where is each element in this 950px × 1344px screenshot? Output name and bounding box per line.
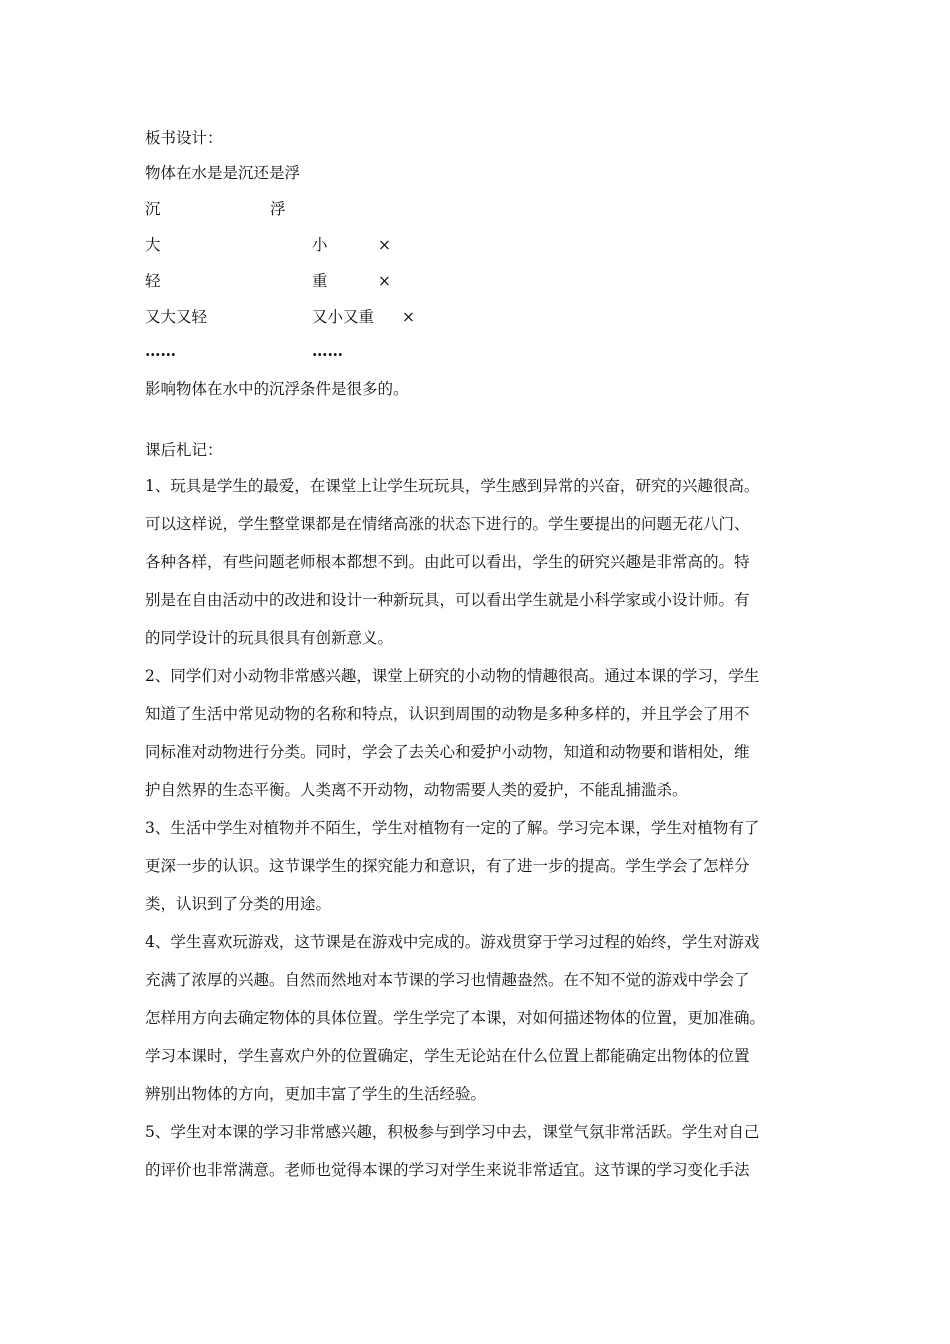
table-cell-left: 大 xyxy=(145,236,161,254)
notes-line: 可以这样说，学生整堂课都是在情绪高涨的状态下进行的。学生要提出的问题无花八门、 xyxy=(145,515,750,533)
notes-line: 护自然界的生态平衡。人类离不开动物，动物需要人类的爱护，不能乱捕滥杀。 xyxy=(145,781,688,799)
board-design-title: 物体在水是是沉还是浮 xyxy=(145,164,301,182)
board-design-conclusion: 影响物体在水中的沉浮条件是很多的。 xyxy=(145,380,409,398)
notes-line: 2、同学们对小动物非常感兴趣，课堂上研究的小动物的情趣很高。通过本课的学习，学生 xyxy=(145,667,760,685)
table-cell-right: 重 xyxy=(312,272,328,290)
board-design-heading: 板书设计： xyxy=(145,129,223,147)
notes-line: 3、生活中学生对植物并不陌生，学生对植物有一定的了解。学习完本课，学生对植物有了 xyxy=(145,819,760,837)
notes-line: 的评价也非常满意。老师也觉得本课的学习对学生来说非常适宜。这节课的学习变化手法 xyxy=(145,1161,750,1179)
notes-line: 各种各样，有些问题老师根本都想不到。由此可以看出，学生的研究兴趣是非常高的。特 xyxy=(145,553,750,571)
notes-line: 学习本课时，学生喜欢户外的位置确定，学生无论站在什么位置上都能确定出物体的位置 xyxy=(145,1047,750,1065)
cross-mark: × xyxy=(378,272,391,290)
notes-line: 更深一步的认识。这节课学生的探究能力和意识，有了进一步的提高。学生学会了怎样分 xyxy=(145,857,750,875)
table-cell-right: 小 xyxy=(312,236,328,254)
table-cell-left: 轻 xyxy=(145,272,161,290)
notes-line: 辨别出物体的方向，更加丰富了学生的生活经验。 xyxy=(145,1085,487,1103)
notes-line: 同标准对动物进行分类。同时，学会了去关心和爱护小动物，知道和动物要和谐相处，维 xyxy=(145,743,750,761)
notes-line: 别是在自由活动中的改进和设计一种新玩具，可以看出学生就是小科学家或小设计师。有 xyxy=(145,591,750,609)
notes-line: 怎样用方向去确定物体的具体位置。学生学完了本课，对如何描述物体的位置，更加准确。 xyxy=(145,1009,766,1027)
notes-line: 4、学生喜欢玩游戏，这节课是在游戏中完成的。游戏贯穿于学习过程的始终，学生对游戏 xyxy=(145,933,760,951)
table-cell-right: …… xyxy=(312,341,343,360)
column-float-label: 浮 xyxy=(270,200,286,218)
table-cell-left: 又大又轻 xyxy=(145,308,208,326)
cross-mark: × xyxy=(402,308,415,326)
notes-line: 5、学生对本课的学习非常感兴趣，积极参与到学习中去，课堂气氛非常活跃。学生对自己 xyxy=(145,1123,760,1141)
cross-mark: × xyxy=(378,236,391,254)
notes-line: 知道了生活中常见动物的名称和特点，认识到周围的动物是多种多样的，并且学会了用不 xyxy=(145,705,750,723)
notes-line: 1、玩具是学生的最爱，在课堂上让学生玩玩具，学生感到异常的兴奋，研究的兴趣很高。 xyxy=(145,477,760,495)
column-sink-label: 沉 xyxy=(145,200,161,218)
notes-line: 的同学设计的玩具很具有创新意义。 xyxy=(145,629,394,647)
notes-heading: 课后札记： xyxy=(145,441,223,459)
notes-line: 充满了浓厚的兴趣。自然而然地对本节课的学习也情趣盎然。在不知不觉的游戏中学会了 xyxy=(145,971,750,989)
notes-line: 类，认识到了分类的用途。 xyxy=(145,895,332,913)
table-cell-right: 又小又重 xyxy=(312,308,375,326)
table-cell-left: …… xyxy=(145,341,176,360)
